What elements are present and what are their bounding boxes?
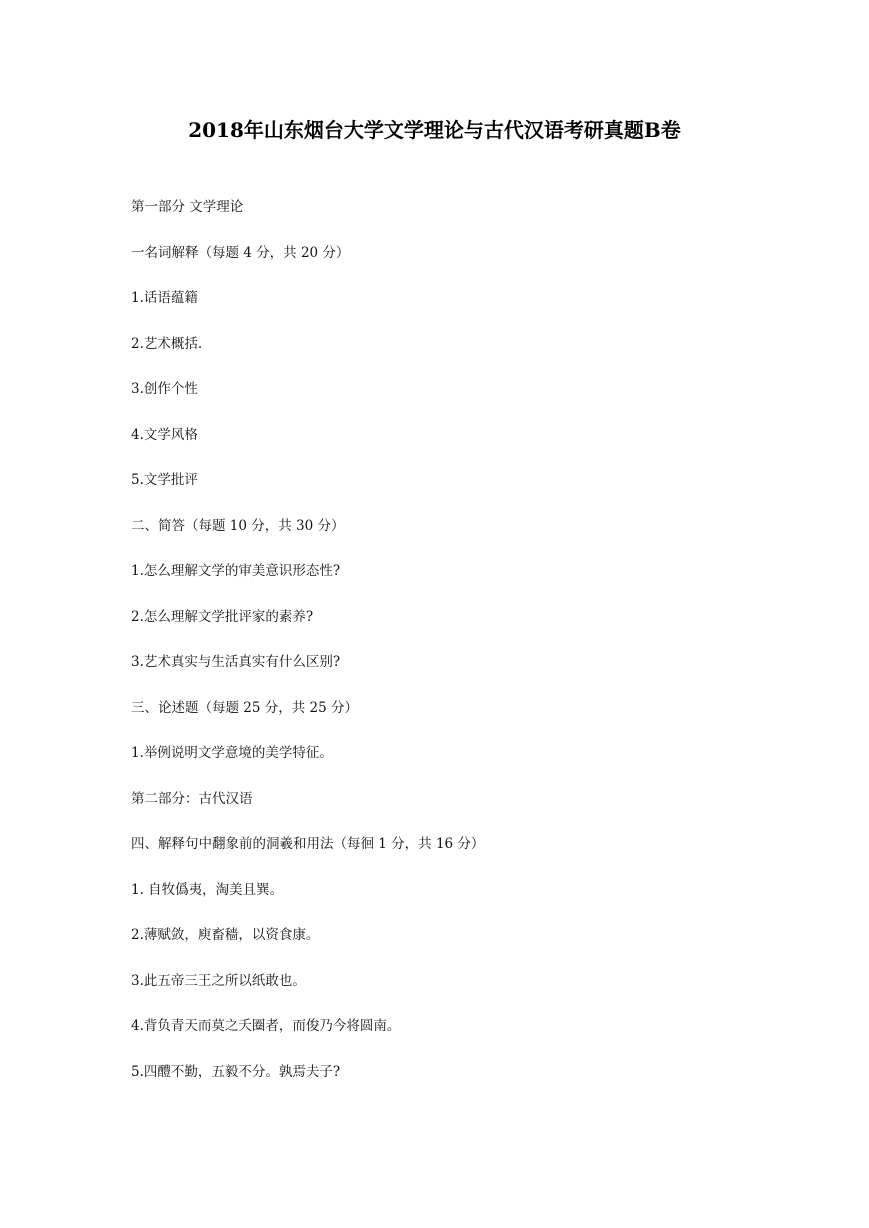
section-heading-term-explanation: 一名词解释（每题 4 分，共 20 分） [131, 245, 350, 261]
question-item: 2.艺术概括. [131, 336, 203, 352]
question-item: 5.文学批评 [131, 472, 198, 488]
section-heading-essay: 三、论述题（每题 25 分，共 25 分） [131, 700, 359, 716]
question-item: 1.怎么理解文学的审美意识形态性? [131, 563, 341, 579]
question-item: 1.话语蕴籍 [131, 290, 198, 306]
question-item: 5.四醴不勤，五毅不分。孰焉夫子? [131, 1064, 341, 1080]
question-item: 3.创作个性 [131, 381, 198, 397]
question-item: 2.怎么理解文学批评家的素养? [131, 609, 314, 625]
section-heading-short-answer: 二、简答（每题 10 分，共 30 分） [131, 518, 345, 534]
question-item: 2.薄赋敛，庾畜穑，以资食康。 [131, 927, 320, 943]
section-heading-part-two: 第二部分：古代汉语 [131, 791, 253, 807]
question-item: 4.背负青天而莫之夭圈者，而俊乃今将圆南。 [131, 1018, 401, 1034]
question-item: 3.艺术真实与生活真实有什么区别? [131, 654, 341, 670]
section-heading-word-explanation: 四、解释句中翻象前的洞羲和用法（每徊 1 分，共 16 分） [131, 836, 485, 852]
question-item: 1. 自牧僞夷，淘美且巽。 [131, 882, 284, 898]
question-item: 3.此五帝三王之所以纸敢也。 [131, 973, 306, 989]
document-title: 2018年山东烟台大学文学理论与古代汉语考研真题B卷 [188, 118, 681, 142]
question-item: 4.文学风格 [131, 427, 198, 443]
section-heading-part-one: 第一部分 文学理论 [131, 199, 244, 215]
question-item: 1.举例说明文学意境的美学特征。 [131, 745, 333, 761]
